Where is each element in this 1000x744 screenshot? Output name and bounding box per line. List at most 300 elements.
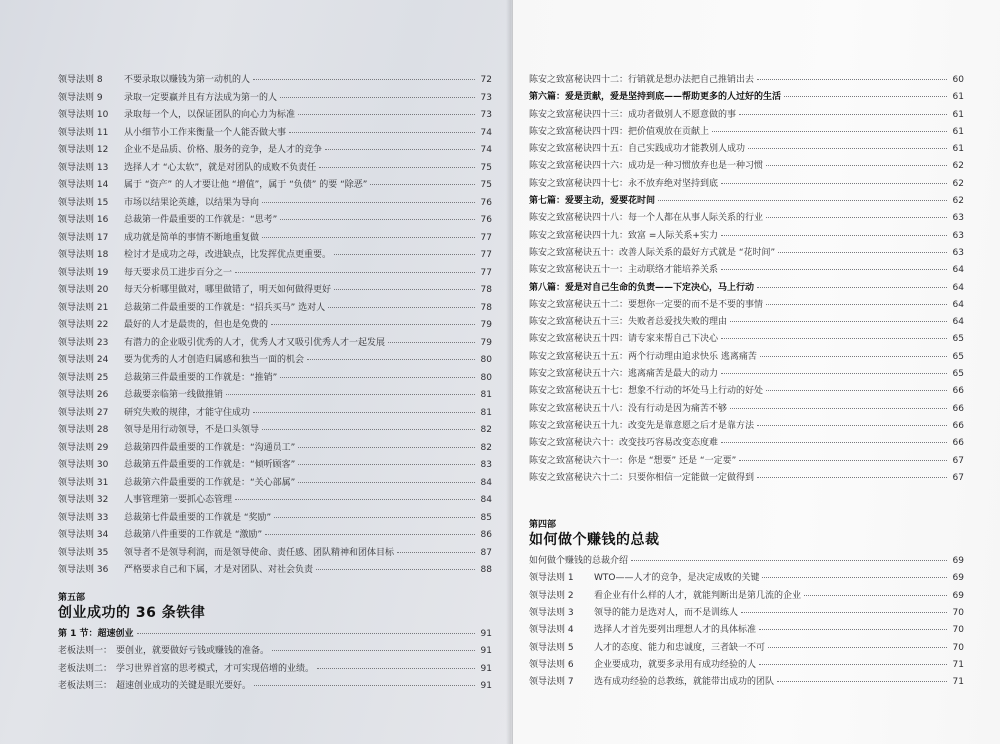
toc-entry xyxy=(58,125,492,143)
toc-entry-page-number: 64 xyxy=(952,299,964,310)
toc-entry-title: 学习世界首富的思考模式，才可实现倍增的业绩。 xyxy=(116,663,315,674)
dot-leader xyxy=(757,425,947,426)
toc-entry-title: 属于 “资产” 的人才要让他 “增值”，属于 “负债” 的要 “除恶” xyxy=(124,180,368,190)
toc-entry-title: 有潜力的企业吸引优秀的人才，优秀人才又吸引优秀人才一起发展 xyxy=(124,337,386,348)
toc-entry-page-number: 65 xyxy=(952,334,964,345)
toc-entry-title: 陈安之致富秘诀五十九：改变先是靠意愿之后才是靠方法 xyxy=(529,420,755,431)
toc-entry-title: 企业不是品质、价格、服务的竞争，是人才的竞争 xyxy=(124,145,323,155)
toc-entry xyxy=(529,470,964,487)
dot-leader xyxy=(319,167,475,168)
toc-entry-title: 陈安之致富秘诀四十六：成功是一种习惯放弃也是一种习惯 xyxy=(529,161,764,172)
toc-entry xyxy=(58,212,492,230)
dot-leader xyxy=(253,412,475,413)
toc-entry-key: 领导法则 34 xyxy=(58,530,109,540)
toc-entry-key: 领导法则 14 xyxy=(58,180,109,190)
toc-entry-page-number: 69 xyxy=(952,573,964,584)
toc-entry-page-number: 64 xyxy=(952,265,964,276)
toc-entry-title: 总裁第八件重要的工作就是 “激励” xyxy=(124,530,263,540)
toc-entry-title: 第八篇：爱是对自己生命的负责——下定决心，马上行动 xyxy=(529,282,755,293)
toc-entry-page-number: 63 xyxy=(952,230,964,241)
toc-entry-page-number: 67 xyxy=(952,472,964,483)
toc-entry-page-number: 82 xyxy=(480,442,492,453)
toc-entry-title: 领导的能力是选对人，而不是训练人 xyxy=(594,608,739,619)
dot-leader xyxy=(137,633,475,634)
right-part-heading xyxy=(529,517,964,549)
toc-entry-key: 领导法则 12 xyxy=(58,145,109,155)
dot-leader xyxy=(325,149,475,150)
right-part-toc-list xyxy=(529,553,964,691)
toc-entry-title: 陈安之致富秘诀五十：改善人际关系的最好方式就是 “花时间” xyxy=(529,247,776,258)
toc-entry-key: 领导法则 28 xyxy=(58,425,109,435)
dot-leader xyxy=(757,79,947,80)
toc-entry-page-number: 91 xyxy=(480,663,492,674)
toc-entry xyxy=(58,492,492,510)
toc-entry-title: 总裁第一件最重要的工作就是：“思考” xyxy=(124,215,278,225)
toc-entry-key: 领导法则 17 xyxy=(58,232,109,243)
toc-entry-key: 领导法则 18 xyxy=(58,250,109,260)
dot-leader xyxy=(766,390,947,391)
toc-entry-page-number: 81 xyxy=(480,407,492,418)
dot-leader xyxy=(370,184,475,185)
dot-leader xyxy=(748,148,947,149)
toc-entry xyxy=(58,661,492,679)
toc-entry-title: WTO——人才的竞争，是决定成败的关键 xyxy=(594,573,760,584)
toc-entry-title: 陈安之致富秘诀四十二：行销就是想办法把自己推销出去 xyxy=(529,75,755,85)
part-label: 第五部 xyxy=(58,592,86,603)
toc-entry xyxy=(529,570,964,587)
toc-entry xyxy=(58,370,492,388)
toc-entry xyxy=(58,352,492,370)
toc-entry xyxy=(529,453,964,470)
toc-entry xyxy=(58,475,492,493)
dot-leader xyxy=(265,534,475,535)
dot-leader xyxy=(388,342,475,343)
toc-entry-page-number: 85 xyxy=(480,512,492,523)
toc-entry-title: 检讨才是成功之母，改进缺点，比发挥优点更重要。 xyxy=(124,250,332,260)
toc-entry xyxy=(529,193,964,210)
dot-leader xyxy=(307,359,475,360)
toc-entry-key: 领导法则 33 xyxy=(58,512,109,523)
toc-entry-page-number: 77 xyxy=(480,250,492,260)
toc-entry xyxy=(529,280,964,297)
toc-entry xyxy=(58,247,492,265)
toc-entry-page-number: 88 xyxy=(480,565,492,575)
toc-entry-title: 选有成功经验的总教练，就能带出成功的团队 xyxy=(594,677,775,688)
dot-leader xyxy=(280,97,475,98)
toc-entry-key: 老板法则二： xyxy=(58,663,113,674)
toc-entry-title: 从小细节小工作来衡量一个人能否做大事 xyxy=(124,127,287,138)
toc-entry-key: 老板法则一： xyxy=(58,646,113,656)
toc-entry-title: 陈安之致富秘诀五十三：失败者总爱找失败的理由 xyxy=(529,317,728,328)
toc-entry-title: 企业要成功，就要多录用有成功经验的人 xyxy=(594,659,757,670)
part-title: 如何做个赚钱的总裁 xyxy=(529,532,660,549)
toc-entry-key: 领导法则 23 xyxy=(58,337,109,348)
toc-entry-key: 领导法则 4 xyxy=(529,625,574,636)
dot-leader xyxy=(768,647,947,648)
toc-entry-title: 第六篇：爱是贡献，爱是坚持到底——帮助更多的人过好的生活 xyxy=(529,92,782,103)
dot-leader xyxy=(739,460,947,461)
dot-leader xyxy=(741,612,947,613)
toc-entry-page-number: 77 xyxy=(480,267,492,278)
dot-leader xyxy=(721,442,947,443)
toc-entry xyxy=(529,314,964,331)
toc-entry-page-number: 62 xyxy=(952,196,964,207)
toc-entry-key: 领导法则 8 xyxy=(58,75,103,85)
toc-entry xyxy=(529,297,964,314)
toc-entry-page-number: 62 xyxy=(952,178,964,189)
dot-leader xyxy=(262,237,475,238)
toc-entry-key: 领导法则 6 xyxy=(529,659,574,670)
toc-entry-title: 陈安之致富秘诀五十四：请专家来帮自己下决心 xyxy=(529,334,719,345)
dot-leader xyxy=(784,96,947,97)
dot-leader xyxy=(766,165,947,166)
toc-entry-page-number: 67 xyxy=(952,455,964,466)
dot-leader xyxy=(721,269,947,270)
toc-entry xyxy=(529,366,964,383)
toc-entry-title: 陈安之致富秘诀四十三：成功者做别人不愿意做的事 xyxy=(529,109,737,120)
toc-entry-page-number: 83 xyxy=(480,460,492,470)
toc-entry-page-number: 63 xyxy=(952,247,964,258)
toc-entry-page-number: 78 xyxy=(480,302,492,313)
toc-entry-title: 要创业，就要做好亏钱或赚钱的准备。 xyxy=(116,646,270,656)
dot-leader xyxy=(730,408,947,409)
right-toc-list xyxy=(529,72,964,487)
toc-entry-title: 陈安之致富秘诀五十一：主动联络才能培养关系 xyxy=(529,265,719,276)
toc-entry-key: 领导法则 35 xyxy=(58,547,109,558)
toc-entry-title: 总裁第三件最重要的工作就是：“推销” xyxy=(124,372,278,383)
dot-leader xyxy=(298,114,475,115)
toc-entry xyxy=(529,674,964,691)
dot-leader xyxy=(757,477,947,478)
dot-leader xyxy=(317,668,475,669)
dot-leader xyxy=(721,373,947,374)
toc-entry xyxy=(529,349,964,366)
toc-entry-page-number: 82 xyxy=(480,425,492,435)
toc-entry xyxy=(58,545,492,563)
toc-entry-title: 陈安之致富秘诀四十九：致富 =人际关系+实力 xyxy=(529,230,718,241)
toc-entry xyxy=(58,160,492,178)
toc-entry-page-number: 79 xyxy=(480,320,492,330)
toc-entry-page-number: 64 xyxy=(952,282,964,293)
toc-entry-title: 陈安之致富秘诀五十五：两个行动理由追求快乐 逃离痛苦 xyxy=(529,351,757,362)
toc-entry-page-number: 73 xyxy=(480,110,492,120)
toc-entry-page-number: 66 xyxy=(952,403,964,414)
toc-entry-title: 超速创业成功的关键是眼光要好。 xyxy=(116,681,252,691)
toc-entry-title: 总裁第七件最重要的工作就是 “奖励” xyxy=(124,512,272,523)
dot-leader xyxy=(721,235,947,236)
dot-leader xyxy=(272,650,475,651)
dot-leader xyxy=(631,560,947,561)
dot-leader xyxy=(271,324,475,325)
toc-entry-page-number: 77 xyxy=(480,232,492,243)
dot-leader xyxy=(739,114,947,115)
toc-entry xyxy=(58,387,492,405)
toc-entry xyxy=(529,245,964,262)
toc-entry-page-number: 81 xyxy=(480,390,492,400)
toc-entry xyxy=(58,265,492,283)
toc-entry-page-number: 75 xyxy=(480,162,492,173)
toc-entry-page-number: 70 xyxy=(952,608,964,619)
dot-leader xyxy=(298,464,475,465)
dot-leader xyxy=(397,552,475,553)
toc-entry xyxy=(58,422,492,440)
dot-leader xyxy=(721,183,947,184)
toc-entry xyxy=(529,158,964,175)
toc-entry-title: 成功就是简单的事情不断地重复做 xyxy=(124,232,260,243)
toc-entry-page-number: 61 xyxy=(952,126,964,137)
toc-entry xyxy=(529,210,964,227)
toc-entry-page-number: 78 xyxy=(480,285,492,295)
toc-entry-key: 领导法则 22 xyxy=(58,320,109,330)
toc-entry xyxy=(529,72,964,89)
toc-entry xyxy=(58,527,492,545)
dot-leader xyxy=(759,629,947,630)
toc-entry xyxy=(58,317,492,335)
toc-entry-key: 领导法则 15 xyxy=(58,197,109,208)
toc-entry-title: 陈安之致富秘诀六十：改变技巧容易改变态度难 xyxy=(529,438,719,449)
toc-entry-title: 陈安之致富秘诀四十七：永不放弃绝对坚持到底 xyxy=(529,178,719,189)
toc-entry xyxy=(529,124,964,141)
toc-entry xyxy=(58,72,492,90)
toc-entry-key: 领导法则 7 xyxy=(529,677,574,688)
dot-leader xyxy=(759,664,947,665)
toc-entry-page-number: 69 xyxy=(952,590,964,601)
toc-entry xyxy=(529,262,964,279)
dot-leader xyxy=(328,307,475,308)
toc-entry-title: 人事管理第一要抓心态管理 xyxy=(124,495,233,505)
toc-entry xyxy=(58,562,492,580)
toc-entry-key: 领导法则 36 xyxy=(58,565,109,575)
toc-entry-page-number: 62 xyxy=(952,161,964,172)
right-page xyxy=(512,0,1000,744)
toc-entry-page-number: 66 xyxy=(952,420,964,431)
part-title: 创业成功的 36 条铁律 xyxy=(58,604,206,621)
toc-entry-title: 陈安之致富秘诀四十八：每一个人都在从事人际关系的行业 xyxy=(529,213,764,224)
dot-leader xyxy=(334,254,475,255)
dot-leader xyxy=(262,202,475,203)
toc-entry-page-number: 91 xyxy=(480,681,492,691)
toc-entry xyxy=(529,435,964,452)
toc-entry xyxy=(58,282,492,300)
dot-leader xyxy=(757,287,947,288)
toc-entry-key: 领导法则 3 xyxy=(529,608,574,619)
toc-entry-page-number: 84 xyxy=(480,495,492,505)
toc-entry-title: 第七篇：爱要主动，爱要花时间 xyxy=(529,196,656,207)
toc-entry-page-number: 65 xyxy=(952,351,964,362)
toc-entry xyxy=(58,90,492,108)
toc-entry-key: 领导法则 16 xyxy=(58,215,109,225)
dot-leader xyxy=(235,272,475,273)
toc-entry-title: 陈安之致富秘诀五十八：没有行动是因为痛苦不够 xyxy=(529,403,728,414)
toc-entry-title: 领导者不是领导利润，而是领导使命、责任感、团队精神和团体目标 xyxy=(124,547,395,558)
left-part-toc-list xyxy=(58,626,492,696)
toc-entry-page-number: 70 xyxy=(952,642,964,653)
toc-entry xyxy=(529,107,964,124)
toc-entry-key: 领导法则 20 xyxy=(58,285,109,295)
toc-entry-key: 老板法则三： xyxy=(58,681,113,691)
toc-entry-page-number: 72 xyxy=(480,75,492,85)
toc-entry-page-number: 65 xyxy=(952,369,964,380)
toc-entry-page-number: 75 xyxy=(480,180,492,190)
toc-entry xyxy=(529,383,964,400)
dot-leader xyxy=(274,517,475,518)
toc-entry-key: 领导法则 32 xyxy=(58,495,109,505)
toc-entry-page-number: 76 xyxy=(480,197,492,208)
dot-leader xyxy=(226,394,475,395)
dot-leader xyxy=(262,429,475,430)
dot-leader xyxy=(760,356,947,357)
toc-entry xyxy=(529,418,964,435)
toc-entry-key: 领导法则 10 xyxy=(58,110,109,120)
toc-entry xyxy=(58,457,492,475)
dot-leader xyxy=(721,338,947,339)
toc-entry-title: 总裁要亲临第一线做推销 xyxy=(124,390,224,400)
toc-entry-title: 陈安之致富秘诀五十二：要想你一定要的而不是不要的事情 xyxy=(529,299,764,310)
toc-entry-title: 总裁第二件最重要的工作就是：“招兵买马” 选对人 xyxy=(124,302,326,313)
toc-entry-page-number: 86 xyxy=(480,530,492,540)
dot-leader xyxy=(253,79,475,80)
toc-entry-page-number: 74 xyxy=(480,145,492,155)
toc-entry-page-number: 87 xyxy=(480,547,492,558)
toc-entry-page-number: 80 xyxy=(480,372,492,383)
toc-entry-title: 选择人才首先要列出理想人才的具体标准 xyxy=(594,625,757,636)
dot-leader xyxy=(235,499,475,500)
dot-leader xyxy=(777,681,947,682)
toc-entry xyxy=(529,401,964,418)
toc-entry xyxy=(58,107,492,125)
toc-entry-title: 研究失败的规律，才能守住成功 xyxy=(124,407,251,418)
toc-entry-page-number: 79 xyxy=(480,337,492,348)
toc-entry-key: 领导法则 26 xyxy=(58,390,109,400)
toc-entry-title: 选择人才 “心太软”，就是对团队的成败不负责任 xyxy=(124,162,317,173)
toc-entry-page-number: 71 xyxy=(952,659,964,670)
toc-entry xyxy=(529,622,964,639)
toc-entry-page-number: 84 xyxy=(480,477,492,488)
toc-entry xyxy=(529,588,964,605)
toc-entry-page-number: 76 xyxy=(480,215,492,225)
toc-entry xyxy=(529,228,964,245)
toc-entry-key: 领导法则 30 xyxy=(58,460,109,470)
toc-entry xyxy=(529,141,964,158)
toc-entry xyxy=(529,331,964,348)
toc-entry-page-number: 80 xyxy=(480,355,492,365)
toc-entry-title: 每天要求员工进步百分之一 xyxy=(124,267,233,278)
toc-entry-page-number: 61 xyxy=(952,144,964,155)
dot-leader xyxy=(289,132,475,133)
toc-entry-page-number: 61 xyxy=(952,92,964,103)
toc-entry-key: 领导法则 31 xyxy=(58,477,109,488)
toc-entry-key: 领导法则 9 xyxy=(58,92,103,103)
toc-entry-page-number: 74 xyxy=(480,127,492,138)
toc-entry xyxy=(529,176,964,193)
toc-entry xyxy=(58,678,492,696)
dot-leader xyxy=(298,447,475,448)
dot-leader xyxy=(730,321,947,322)
dot-leader xyxy=(254,685,475,686)
toc-entry-title: 要为优秀的人才创造归属感和独当一面的机会 xyxy=(124,355,305,365)
toc-entry xyxy=(58,300,492,318)
toc-entry-page-number: 71 xyxy=(952,677,964,688)
toc-entry-key: 领导法则 11 xyxy=(58,127,109,138)
dot-leader xyxy=(804,595,947,596)
dot-leader xyxy=(766,217,947,218)
toc-entry-title: 不要录取以赚钱为第一动机的人 xyxy=(124,75,251,85)
dot-leader xyxy=(766,304,947,305)
toc-entry xyxy=(58,626,492,644)
toc-entry xyxy=(58,230,492,248)
toc-entry-key: 领导法则 1 xyxy=(529,573,574,584)
toc-entry xyxy=(58,510,492,528)
toc-entry-title: 陈安之致富秘诀六十二：只要你相信一定能做一定做得到 xyxy=(529,472,755,483)
dot-leader xyxy=(778,252,947,253)
toc-entry-key: 领导法则 21 xyxy=(58,302,109,313)
toc-entry-page-number: 63 xyxy=(952,213,964,224)
toc-entry-title: 总裁第五件最重要的工作就是：“倾听顾客” xyxy=(124,460,296,470)
toc-entry-page-number: 69 xyxy=(952,556,964,567)
toc-entry xyxy=(58,643,492,661)
toc-entry-title: 每天分析哪里做对，哪里做错了，明天如何做得更好 xyxy=(124,285,332,295)
toc-entry xyxy=(58,195,492,213)
toc-entry-title: 领导是用行动领导，不是口头领导 xyxy=(124,425,260,435)
toc-entry xyxy=(529,640,964,657)
toc-entry-key: 领导法则 25 xyxy=(58,372,109,383)
toc-entry-title: 总裁第四件最重要的工作就是：“沟通员工” xyxy=(124,442,296,453)
toc-entry-title: 第 1 节：超速创业 xyxy=(58,628,134,639)
dot-leader xyxy=(712,131,947,132)
dot-leader xyxy=(762,577,947,578)
toc-entry-title: 如何做个赚钱的总裁介绍 xyxy=(529,556,629,567)
toc-entry xyxy=(58,335,492,353)
toc-entry-key: 领导法则 5 xyxy=(529,642,574,653)
toc-entry-page-number: 91 xyxy=(480,628,492,639)
toc-entry-key: 领导法则 19 xyxy=(58,267,109,278)
toc-entry-title: 陈安之致富秘诀五十七：想象不行动的坏处马上行动的好处 xyxy=(529,386,764,397)
toc-entry-page-number: 66 xyxy=(952,438,964,449)
toc-entry xyxy=(58,440,492,458)
toc-entry-title: 录取一定要赢并且有方法成为第一的人 xyxy=(124,92,278,103)
toc-entry-title: 陈安之致富秘诀四十五：自己实践成功才能教别人成功 xyxy=(529,144,746,155)
toc-entry-title: 陈安之致富秘诀五十六：逃离痛苦是最大的动力 xyxy=(529,369,719,380)
toc-entry-key: 领导法则 27 xyxy=(58,407,109,418)
toc-entry xyxy=(58,405,492,423)
toc-entry-key: 领导法则 29 xyxy=(58,442,109,453)
toc-entry-page-number: 64 xyxy=(952,317,964,328)
toc-entry-key: 领导法则 24 xyxy=(58,355,109,365)
toc-entry-page-number: 60 xyxy=(952,75,964,85)
toc-entry xyxy=(58,142,492,160)
toc-entry xyxy=(58,177,492,195)
dot-leader xyxy=(334,289,475,290)
dot-leader xyxy=(280,219,475,220)
toc-entry-title: 看企业有什么样的人才，就能判断出是第几流的企业 xyxy=(594,590,802,601)
left-toc-list xyxy=(58,72,492,580)
toc-entry-page-number: 91 xyxy=(480,646,492,656)
toc-entry-key: 领导法则 13 xyxy=(58,162,109,173)
toc-entry-title: 录取每一个人，以保证团队的向心力为标准 xyxy=(124,110,296,120)
toc-entry xyxy=(529,605,964,622)
toc-entry-title: 总裁第六件最重要的工作就是：“关心部属” xyxy=(124,477,296,488)
dot-leader xyxy=(298,482,475,483)
toc-entry-title: 严格要求自己和下属，才是对团队、对社会负责 xyxy=(124,565,314,575)
toc-entry-key: 领导法则 2 xyxy=(529,590,574,601)
toc-entry-title: 最好的人才是最贵的，但也是免费的 xyxy=(124,320,269,330)
part-label: 第四部 xyxy=(529,520,557,531)
toc-entry-title: 人才的态度、能力和忠诚度，三者缺一不可 xyxy=(594,642,766,653)
toc-entry xyxy=(529,657,964,674)
toc-entry-title: 陈安之致富秘诀四十四：把价值观放在贡献上 xyxy=(529,126,710,137)
toc-entry-page-number: 70 xyxy=(952,625,964,636)
toc-entry-title: 陈安之致富秘诀六十一：你是 “想要” 还是 “一定要” xyxy=(529,455,737,466)
